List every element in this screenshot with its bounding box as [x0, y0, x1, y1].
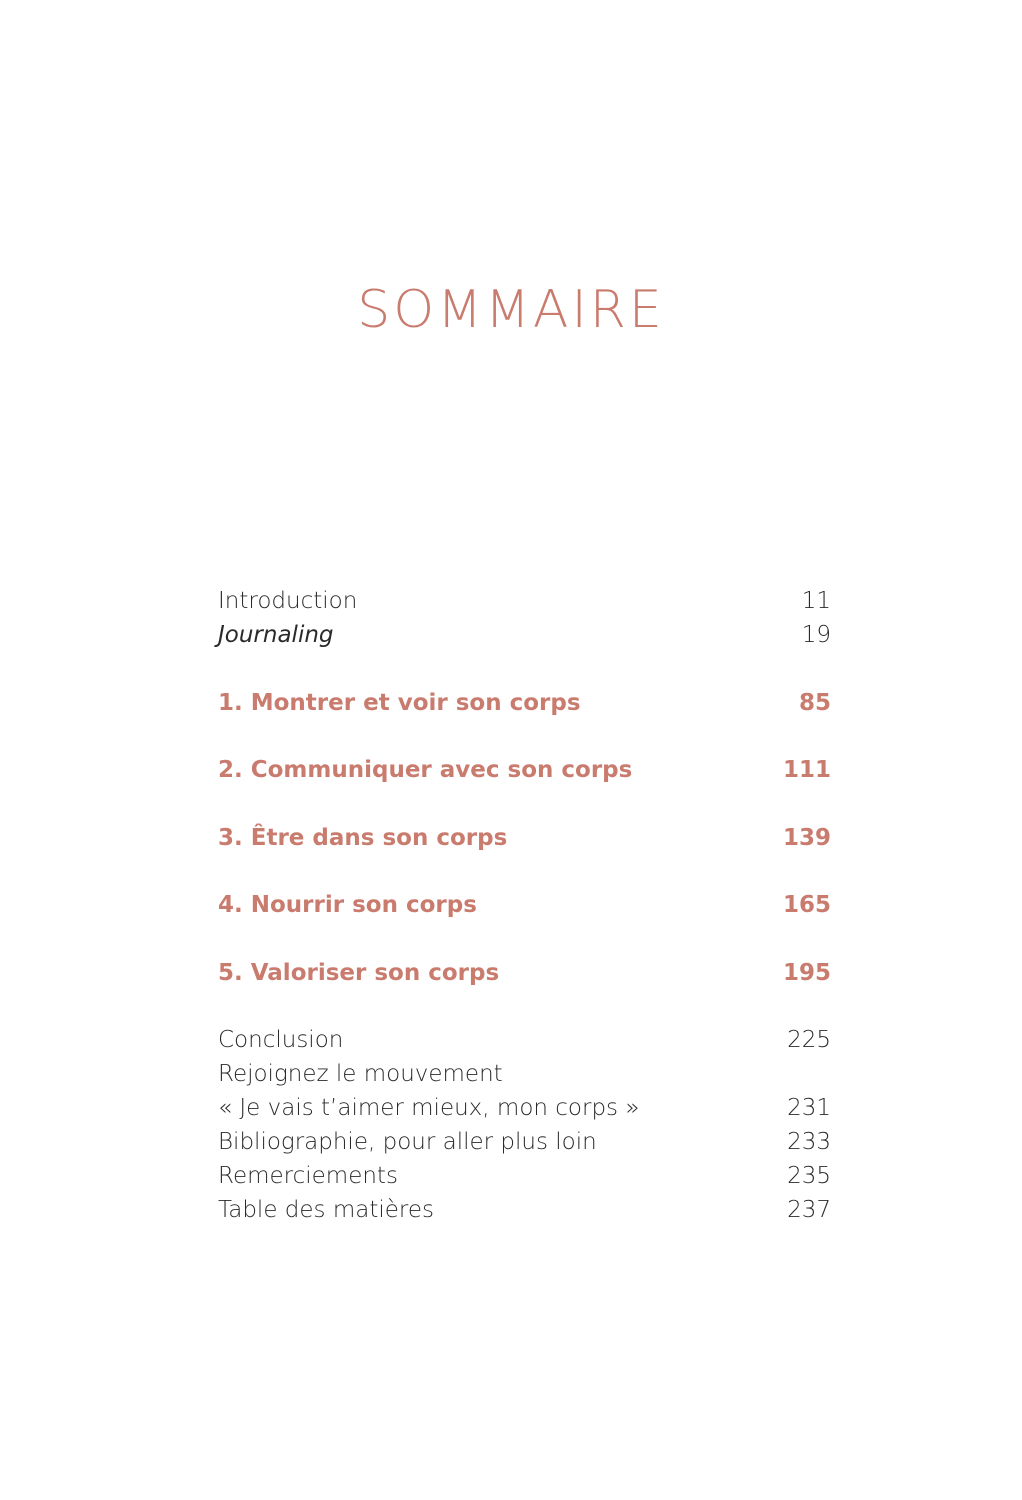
toc-chapter-page: 85: [798, 689, 831, 716]
toc-chapter-3: [218, 821, 831, 855]
toc-entry-page: 231: [787, 1095, 831, 1121]
toc-chapter-1: [218, 686, 831, 720]
toc-chapter-page: 139: [782, 824, 831, 851]
toc-entry-page: 233: [787, 1129, 831, 1155]
toc-chapter-4: [218, 888, 831, 922]
toc-entry-remerciements: [218, 1159, 831, 1193]
table-of-contents: [218, 584, 831, 1227]
toc-entry-label: Conclusion: [218, 1027, 344, 1053]
toc-entry-page: 225: [787, 1027, 831, 1053]
page-title: SOMMAIRE: [357, 280, 665, 340]
toc-entry-introduction: [218, 584, 831, 618]
toc-chapter-label: 3. Être dans son corps: [218, 824, 508, 851]
toc-entry-label: « Je vais t’aimer mieux, mon corps »: [218, 1095, 640, 1121]
toc-entry-label: Journaling: [218, 622, 334, 648]
toc-chapter-label: 2. Communiquer avec son corps: [218, 757, 633, 783]
toc-entry-label: Remerciements: [218, 1163, 398, 1189]
toc-entry-rejoignez: [218, 1057, 831, 1091]
toc-entry-page: 235: [787, 1163, 831, 1189]
toc-entry-label: Introduction: [218, 588, 358, 614]
toc-entry-page: 237: [787, 1197, 831, 1223]
toc-chapter-5: [218, 956, 831, 990]
toc-chapter-page: 195: [782, 959, 831, 986]
toc-entry-page: 19: [801, 622, 831, 648]
toc-entry-label: Rejoignez le mouvement: [218, 1061, 503, 1087]
toc-entry-bibliographie: [218, 1125, 831, 1159]
toc-entry-label: Table des matières: [218, 1197, 434, 1223]
toc-chapter-label: 1. Montrer et voir son corps: [218, 689, 581, 716]
toc-entry-journaling: [218, 618, 831, 652]
toc-entry-label: Bibliographie, pour aller plus loin: [218, 1129, 597, 1155]
toc-entry-mouvement-quote: [218, 1091, 831, 1125]
toc-entry-page: 11: [801, 588, 831, 614]
toc-chapter-label: 4. Nourrir son corps: [218, 892, 477, 918]
toc-chapter-2: [218, 753, 831, 787]
toc-entry-conclusion: [218, 1023, 831, 1057]
toc-chapter-page: 165: [782, 892, 831, 918]
toc-chapter-label: 5. Valoriser son corps: [218, 959, 500, 986]
toc-entry-table-des-matieres: [218, 1193, 831, 1227]
toc-chapter-page: 111: [782, 757, 831, 783]
